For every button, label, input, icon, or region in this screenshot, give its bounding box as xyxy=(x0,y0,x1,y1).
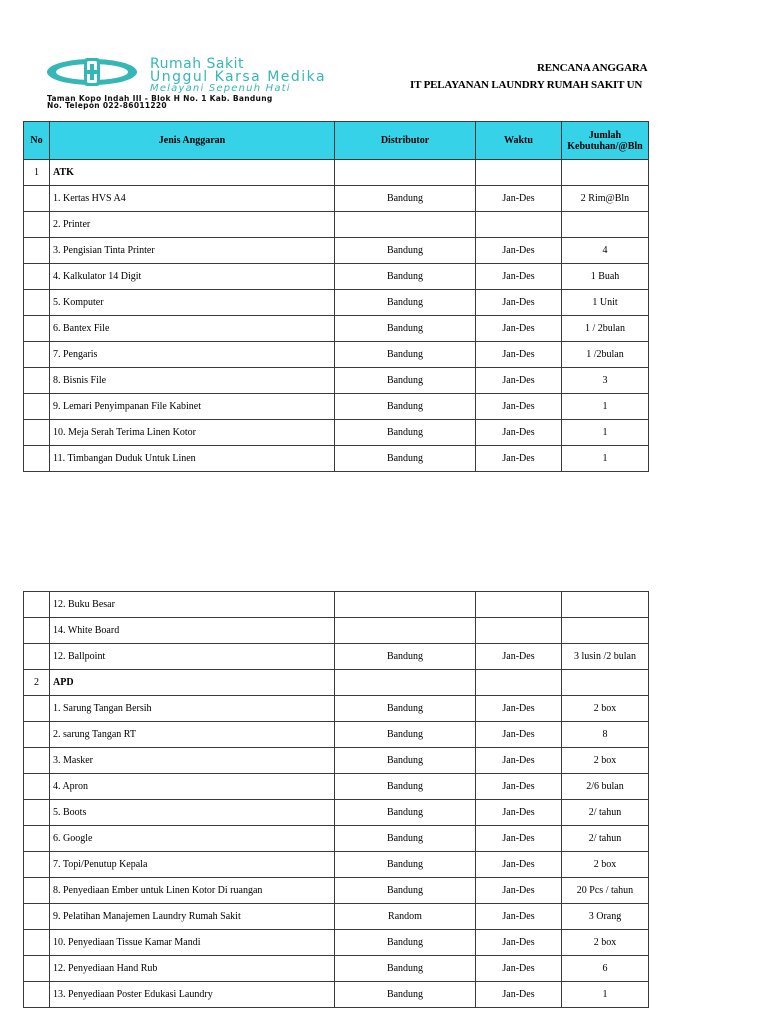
table-row xyxy=(24,930,649,956)
cell-distributor: Bandung xyxy=(335,878,476,904)
table-header-row xyxy=(24,122,649,160)
cell-waktu: Jan-Des xyxy=(476,394,562,420)
cell-jumlah: 2 box xyxy=(562,696,649,722)
cell-distributor: Bandung xyxy=(335,238,476,264)
table-row xyxy=(24,904,649,930)
cell-distributor: Bandung xyxy=(335,956,476,982)
cell-jenis: 4. Kalkulator 14 Digit xyxy=(50,264,335,290)
cell-no xyxy=(24,774,50,800)
cell-no xyxy=(24,696,50,722)
cell-distributor: Bandung xyxy=(335,290,476,316)
cell-jumlah: 1 Unit xyxy=(562,290,649,316)
cell-jumlah: 3 lusin /2 bulan xyxy=(562,644,649,670)
cell-jumlah: 2 Rim@Bln xyxy=(562,186,649,212)
cell-jumlah: 6 xyxy=(562,956,649,982)
cell-jumlah: 8 xyxy=(562,722,649,748)
cell-no xyxy=(24,982,50,1008)
cell-waktu: Jan-Des xyxy=(476,774,562,800)
cell-no xyxy=(24,644,50,670)
col-header-no: No xyxy=(24,122,50,160)
cell-waktu xyxy=(476,670,562,696)
cell-no xyxy=(24,212,50,238)
cell-no xyxy=(24,446,50,472)
cell-jenis: 1. Kertas HVS A4 xyxy=(50,186,335,212)
cell-distributor: Bandung xyxy=(335,342,476,368)
cell-no: 1 xyxy=(24,160,50,186)
cell-waktu: Jan-Des xyxy=(476,342,562,368)
table-row xyxy=(24,420,649,446)
cell-jumlah: 2 box xyxy=(562,930,649,956)
cell-jenis: 5. Komputer xyxy=(50,290,335,316)
cell-no xyxy=(24,238,50,264)
budget-table-top xyxy=(23,121,649,472)
cell-waktu: Jan-Des xyxy=(476,956,562,982)
cell-no xyxy=(24,826,50,852)
cell-waktu: Jan-Des xyxy=(476,904,562,930)
category-row xyxy=(24,160,649,186)
table-row xyxy=(24,264,649,290)
cell-jenis: 10. Penyediaan Tissue Kamar Mandi xyxy=(50,930,335,956)
col-header-distributor: Distributor xyxy=(335,122,476,160)
cell-waktu: Jan-Des xyxy=(476,420,562,446)
cell-no xyxy=(24,186,50,212)
table-row xyxy=(24,774,649,800)
table-row xyxy=(24,826,649,852)
cell-distributor: Bandung xyxy=(335,420,476,446)
cell-jenis: 1. Sarung Tangan Bersih xyxy=(50,696,335,722)
table-row xyxy=(24,722,649,748)
cell-jumlah: 20 Pcs / tahun xyxy=(562,878,649,904)
cell-distributor: Random xyxy=(335,904,476,930)
cell-jumlah: 1 xyxy=(562,982,649,1008)
cell-jumlah: 1 xyxy=(562,446,649,472)
cell-jenis: 8. Bisnis File xyxy=(50,368,335,394)
cell-waktu: Jan-Des xyxy=(476,186,562,212)
cell-no xyxy=(24,930,50,956)
cell-distributor: Bandung xyxy=(335,644,476,670)
cell-waktu xyxy=(476,160,562,186)
cell-jumlah: 2 box xyxy=(562,852,649,878)
table-row xyxy=(24,618,649,644)
table-row xyxy=(24,878,649,904)
cell-no xyxy=(24,290,50,316)
cell-distributor: Bandung xyxy=(335,826,476,852)
table2-body xyxy=(24,592,649,1008)
table-row xyxy=(24,696,649,722)
cell-jenis: 7. Pengaris xyxy=(50,342,335,368)
cell-no xyxy=(24,956,50,982)
cell-no xyxy=(24,852,50,878)
cell-jenis: 9. Lemari Penyimpanan File Kabinet xyxy=(50,394,335,420)
cell-waktu xyxy=(476,592,562,618)
cell-distributor: Bandung xyxy=(335,368,476,394)
col-header-jenis: Jenis Anggaran xyxy=(50,122,335,160)
cell-waktu: Jan-Des xyxy=(476,852,562,878)
cell-waktu: Jan-Des xyxy=(476,722,562,748)
cell-jumlah: 2 box xyxy=(562,748,649,774)
cell-jumlah xyxy=(562,618,649,644)
cell-distributor: Bandung xyxy=(335,264,476,290)
table-row xyxy=(24,800,649,826)
cell-distributor: Bandung xyxy=(335,930,476,956)
cell-waktu: Jan-Des xyxy=(476,644,562,670)
cell-jumlah: 2/ tahun xyxy=(562,800,649,826)
cell-distributor: Bandung xyxy=(335,852,476,878)
hospital-name-line2: Unggul Karsa Medika xyxy=(150,69,327,85)
hospital-address-block xyxy=(47,95,273,109)
cell-waktu: Jan-Des xyxy=(476,238,562,264)
cell-distributor: Bandung xyxy=(335,748,476,774)
cell-no xyxy=(24,618,50,644)
cell-jumlah: 1 xyxy=(562,394,649,420)
cell-no xyxy=(24,368,50,394)
cell-no xyxy=(24,800,50,826)
cell-jenis: 14. White Board xyxy=(50,618,335,644)
col-header-jumlah: Jumlah Kebutuhan/@Bln xyxy=(562,122,649,160)
cell-distributor: Bandung xyxy=(335,800,476,826)
cell-jenis: APD xyxy=(50,670,335,696)
col-header-waktu: Waktu xyxy=(476,122,562,160)
cell-jumlah xyxy=(562,212,649,238)
document-title-line1: RENCANA ANGGARA xyxy=(537,62,648,74)
cell-jenis: 12. Buku Besar xyxy=(50,592,335,618)
table-row xyxy=(24,852,649,878)
document-title-line2: IT PELAYANAN LAUNDRY RUMAH SAKIT UN xyxy=(410,79,643,91)
cell-jumlah: 3 Orang xyxy=(562,904,649,930)
cell-jumlah: 1 / 2bulan xyxy=(562,316,649,342)
cell-distributor xyxy=(335,618,476,644)
table-row xyxy=(24,748,649,774)
cell-jenis: 4. Apron xyxy=(50,774,335,800)
cell-no xyxy=(24,748,50,774)
hospital-slogan: Melayani Sepenuh Hati xyxy=(150,83,291,94)
cell-no xyxy=(24,264,50,290)
table-row xyxy=(24,982,649,1008)
cell-no xyxy=(24,342,50,368)
cell-distributor: Bandung xyxy=(335,982,476,1008)
cell-distributor: Bandung xyxy=(335,316,476,342)
table-row xyxy=(24,368,649,394)
cell-jumlah: 1 /2bulan xyxy=(562,342,649,368)
cell-jenis: 7. Topi/Penutup Kepala xyxy=(50,852,335,878)
table1-body xyxy=(24,160,649,472)
table-row xyxy=(24,186,649,212)
table-row xyxy=(24,644,649,670)
cell-waktu: Jan-Des xyxy=(476,982,562,1008)
cell-no xyxy=(24,722,50,748)
table-row xyxy=(24,290,649,316)
hospital-phone: No. Telepon 022-86011220 xyxy=(47,101,167,110)
cell-jumlah xyxy=(562,670,649,696)
cell-distributor: Bandung xyxy=(335,186,476,212)
cell-waktu: Jan-Des xyxy=(476,264,562,290)
cell-no xyxy=(24,316,50,342)
cell-distributor: Bandung xyxy=(335,446,476,472)
cell-distributor: Bandung xyxy=(335,394,476,420)
cell-jenis: 9. Pelatihan Manajemen Laundry Rumah Sakit xyxy=(50,904,335,930)
cell-jenis: 3. Masker xyxy=(50,748,335,774)
table-row xyxy=(24,238,649,264)
hospital-logo xyxy=(44,56,140,88)
cell-waktu: Jan-Des xyxy=(476,368,562,394)
cell-jumlah: 2/ tahun xyxy=(562,826,649,852)
cell-jumlah: 3 xyxy=(562,368,649,394)
cell-jenis: 11. Timbangan Duduk Untuk Linen xyxy=(50,446,335,472)
cell-distributor: Bandung xyxy=(335,722,476,748)
cell-no xyxy=(24,420,50,446)
cell-jenis: 8. Penyediaan Ember untuk Linen Kotor Di ruangan xyxy=(50,878,335,904)
cell-jenis: 5. Boots xyxy=(50,800,335,826)
table-row xyxy=(24,316,649,342)
cell-no xyxy=(24,878,50,904)
cell-jumlah xyxy=(562,160,649,186)
budget-table-bottom xyxy=(23,591,649,1008)
category-row xyxy=(24,670,649,696)
cell-distributor: Bandung xyxy=(335,696,476,722)
cell-jenis: 12. Ballpoint xyxy=(50,644,335,670)
cell-waktu: Jan-Des xyxy=(476,696,562,722)
cell-jumlah: 1 xyxy=(562,420,649,446)
cell-waktu: Jan-Des xyxy=(476,748,562,774)
cell-waktu: Jan-Des xyxy=(476,316,562,342)
cell-jenis: 13. Penyediaan Poster Edukasi Laundry xyxy=(50,982,335,1008)
cell-distributor xyxy=(335,160,476,186)
hospital-address: Taman Kopo Indah III - Blok H No. 1 Kab. Bandung xyxy=(47,94,273,103)
cell-jenis: 6. Google xyxy=(50,826,335,852)
cell-distributor xyxy=(335,592,476,618)
cell-waktu: Jan-Des xyxy=(476,446,562,472)
cell-jenis: 2. Printer xyxy=(50,212,335,238)
cell-distributor xyxy=(335,670,476,696)
table-row xyxy=(24,446,649,472)
cell-jenis: 12. Penyediaan Hand Rub xyxy=(50,956,335,982)
cell-no: 2 xyxy=(24,670,50,696)
cell-waktu: Jan-Des xyxy=(476,826,562,852)
cell-waktu xyxy=(476,212,562,238)
cell-jumlah: 2/6 bulan xyxy=(562,774,649,800)
cell-waktu: Jan-Des xyxy=(476,930,562,956)
hospital-brand xyxy=(150,57,326,94)
cell-jenis: 3. Pengisian Tinta Printer xyxy=(50,238,335,264)
cell-jenis: 2. sarung Tangan RT xyxy=(50,722,335,748)
table-row xyxy=(24,956,649,982)
table-row xyxy=(24,342,649,368)
cell-waktu: Jan-Des xyxy=(476,290,562,316)
table-row xyxy=(24,394,649,420)
hospital-name-line1: Rumah Sakit xyxy=(150,56,244,72)
cell-waktu: Jan-Des xyxy=(476,800,562,826)
cell-jumlah: 1 Buah xyxy=(562,264,649,290)
cell-jumlah xyxy=(562,592,649,618)
cell-jenis: 10. Meja Serah Terima Linen Kotor xyxy=(50,420,335,446)
cell-jenis: 6. Bantex File xyxy=(50,316,335,342)
cell-jumlah: 4 xyxy=(562,238,649,264)
cell-no xyxy=(24,904,50,930)
table-row xyxy=(24,212,649,238)
cell-no xyxy=(24,394,50,420)
cell-distributor xyxy=(335,212,476,238)
cell-waktu: Jan-Des xyxy=(476,878,562,904)
cell-no xyxy=(24,592,50,618)
cell-waktu xyxy=(476,618,562,644)
cell-jenis: ATK xyxy=(50,160,335,186)
table-row xyxy=(24,592,649,618)
cell-distributor: Bandung xyxy=(335,774,476,800)
